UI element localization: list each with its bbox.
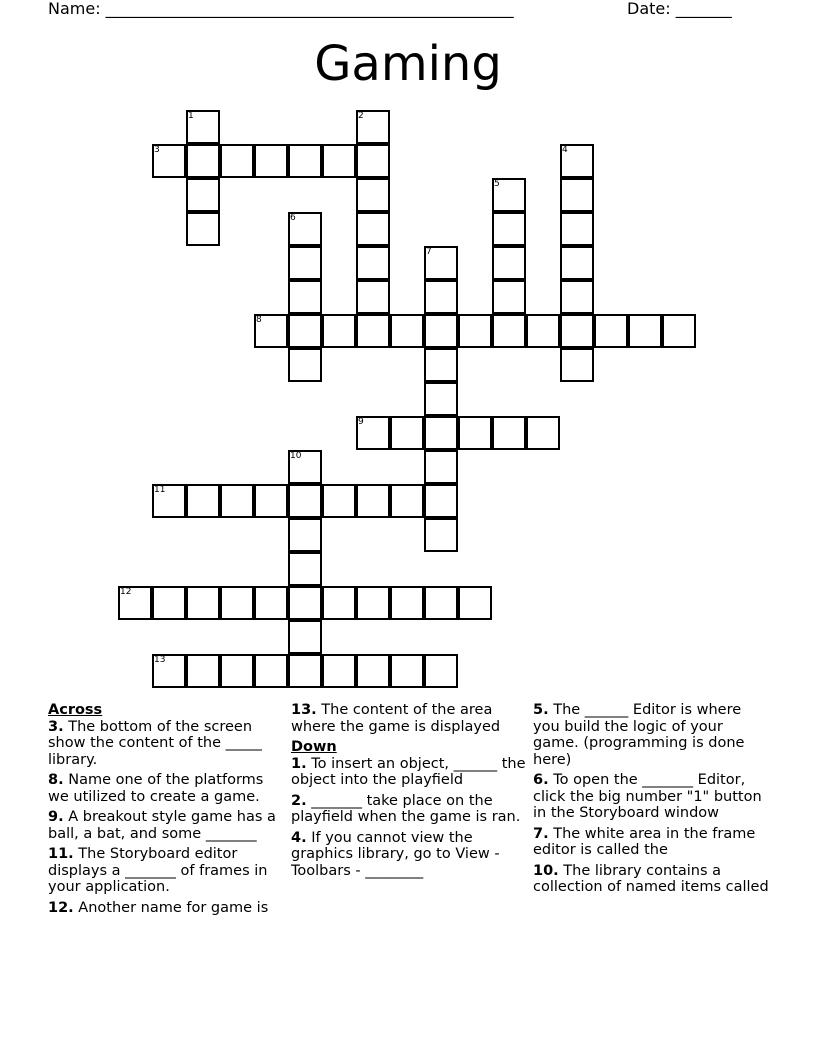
name-field-label: Name: ___________________________________________________ — [48, 0, 514, 18]
grid-cell[interactable] — [186, 144, 220, 178]
grid-cell[interactable] — [424, 280, 458, 314]
grid-cell[interactable] — [186, 484, 220, 518]
clue-text: The content of the area where the game is displayed — [291, 702, 501, 735]
grid-cell[interactable] — [458, 416, 492, 450]
clue-across-13 — [291, 702, 527, 735]
grid-cell[interactable] — [186, 654, 220, 688]
grid-clue-number: 6 — [290, 213, 296, 223]
grid-cell[interactable] — [288, 314, 322, 348]
grid-cell[interactable] — [288, 586, 322, 620]
grid-cell[interactable] — [560, 178, 594, 212]
grid-cell[interactable] — [288, 654, 322, 688]
grid-cell[interactable] — [390, 654, 424, 688]
grid-cell[interactable] — [322, 314, 356, 348]
grid-clue-number: 4 — [562, 145, 568, 155]
grid-cell[interactable] — [288, 280, 322, 314]
grid-cell[interactable] — [356, 314, 390, 348]
grid-cell[interactable] — [492, 246, 526, 280]
grid-cell[interactable] — [356, 246, 390, 280]
grid-cell[interactable] — [628, 314, 662, 348]
grid-cell[interactable] — [322, 144, 356, 178]
clue-text: The ______ Editor is where you build the logic of your game. (programming is done here) — [533, 702, 745, 768]
clue-across-11 — [48, 846, 284, 896]
grid-clue-number: 13 — [154, 655, 166, 665]
grid-cell[interactable] — [220, 586, 254, 620]
clue-across-12 — [48, 900, 284, 917]
clue-number: 10. — [533, 862, 559, 879]
clue-down-5 — [533, 702, 769, 768]
clues-column-3 — [533, 702, 769, 900]
grid-cell[interactable] — [254, 144, 288, 178]
grid-cell[interactable] — [356, 484, 390, 518]
clue-text: The library contains a collection of named items called — [533, 862, 769, 895]
grid-cell[interactable] — [186, 212, 220, 246]
grid-clue-number: 5 — [494, 179, 500, 189]
grid-cell[interactable] — [288, 144, 322, 178]
clue-number: 7. — [533, 825, 549, 842]
clue-text: The white area in the frame editor is called the — [533, 825, 756, 858]
clue-down-1 — [291, 756, 527, 789]
grid-cell[interactable] — [560, 348, 594, 382]
clue-text: Another name for game is — [78, 899, 269, 916]
clue-across-8 — [48, 772, 284, 805]
clue-number: 1. — [291, 755, 307, 772]
grid-cell[interactable] — [288, 552, 322, 586]
clues-column-1 — [48, 702, 284, 920]
grid-cell[interactable] — [390, 484, 424, 518]
grid-cell[interactable] — [288, 620, 322, 654]
grid-cell[interactable] — [288, 348, 322, 382]
grid-cell[interactable] — [560, 246, 594, 280]
grid-cell[interactable] — [560, 314, 594, 348]
grid-cell[interactable] — [186, 586, 220, 620]
date-field-label: Date: _______ — [627, 0, 732, 18]
grid-cell[interactable] — [390, 314, 424, 348]
grid-cell[interactable] — [288, 246, 322, 280]
grid-clue-number: 9 — [358, 417, 364, 427]
grid-cell[interactable] — [424, 348, 458, 382]
clue-number: 9. — [48, 809, 64, 825]
clue-across-9 — [48, 809, 284, 842]
grid-cell[interactable] — [594, 314, 628, 348]
clue-text: To insert an object, ______ the object into the playfield — [291, 755, 526, 788]
grid-cell[interactable] — [424, 586, 458, 620]
clue-text: Name one of the platforms we utilized to create a game. — [48, 772, 264, 805]
clue-number: 2. — [291, 792, 307, 809]
grid-clue-number: 12 — [120, 587, 132, 597]
grid-cell[interactable] — [458, 314, 492, 348]
grid-cell[interactable] — [356, 212, 390, 246]
clue-text: The bottom of the screen show the content of the _____ library. — [48, 718, 262, 768]
grid-clue-number: 3 — [154, 145, 160, 155]
grid-cell[interactable] — [560, 212, 594, 246]
grid-cell[interactable] — [492, 212, 526, 246]
clue-text: If you cannot view the graphics library, go to View - Toolbars - ________ — [291, 829, 500, 879]
across-heading: Across — [48, 702, 103, 718]
grid-clue-number: 11 — [154, 485, 166, 495]
grid-cell[interactable] — [662, 314, 696, 348]
clue-down-10 — [533, 863, 769, 896]
clue-text: A breakout style game has a ball, a bat, and some _______ — [48, 809, 276, 842]
grid-cell[interactable] — [356, 586, 390, 620]
grid-cell[interactable] — [526, 314, 560, 348]
puzzle-title: Gaming — [314, 36, 502, 92]
grid-cell[interactable] — [390, 586, 424, 620]
grid-cell[interactable] — [424, 416, 458, 450]
grid-cell[interactable] — [424, 654, 458, 688]
clue-number: 6. — [533, 772, 549, 788]
grid-cell[interactable] — [424, 450, 458, 484]
grid-cell[interactable] — [288, 518, 322, 552]
grid-cell[interactable] — [356, 280, 390, 314]
grid-clue-number: 1 — [188, 111, 194, 121]
down-heading: Down — [291, 739, 337, 755]
grid-cell[interactable] — [458, 586, 492, 620]
grid-cell[interactable] — [322, 586, 356, 620]
grid-cell[interactable] — [390, 416, 424, 450]
grid-clue-number: 7 — [426, 247, 432, 257]
clue-number: 5. — [533, 702, 549, 718]
grid-cell[interactable] — [424, 382, 458, 416]
grid-cell[interactable] — [560, 280, 594, 314]
grid-cell[interactable] — [220, 484, 254, 518]
grid-cell[interactable] — [254, 484, 288, 518]
grid-cell[interactable] — [356, 144, 390, 178]
clue-text: To open the _______ Editor, click the big number "1" button in the Storyboard window — [533, 772, 762, 821]
grid-cell[interactable] — [220, 654, 254, 688]
clue-number: 8. — [48, 772, 64, 788]
clue-down-4 — [291, 830, 527, 880]
grid-cell[interactable] — [254, 654, 288, 688]
clue-down-6 — [533, 772, 769, 822]
clue-number: 11. — [48, 846, 74, 862]
grid-cell[interactable] — [492, 280, 526, 314]
grid-cell[interactable] — [152, 586, 186, 620]
grid-cell[interactable] — [220, 144, 254, 178]
grid-cell[interactable] — [356, 178, 390, 212]
grid-clue-number: 8 — [256, 315, 262, 325]
clue-number: 12. — [48, 899, 74, 916]
grid-cell[interactable] — [424, 518, 458, 552]
grid-cell[interactable] — [424, 314, 458, 348]
grid-cell[interactable] — [186, 178, 220, 212]
clue-number: 3. — [48, 718, 64, 735]
grid-cell[interactable] — [322, 484, 356, 518]
clue-down-7 — [533, 826, 769, 859]
grid-cell[interactable] — [254, 586, 288, 620]
clues-column-2 — [291, 702, 527, 883]
grid-clue-number: 10 — [290, 451, 302, 461]
clue-down-2 — [291, 793, 527, 826]
clue-text: The Storyboard editor displays a _______ of frames in your application. — [48, 846, 268, 895]
clue-number: 4. — [291, 829, 307, 846]
grid-cell[interactable] — [424, 484, 458, 518]
grid-cell[interactable] — [288, 484, 322, 518]
clue-across-3 — [48, 719, 284, 769]
grid-cell[interactable] — [492, 314, 526, 348]
grid-clue-number: 2 — [358, 111, 364, 121]
grid-cell[interactable] — [322, 654, 356, 688]
clue-text: _______ take place on the playfield when the game is ran. — [291, 792, 521, 825]
grid-cell[interactable] — [492, 416, 526, 450]
grid-cell[interactable] — [356, 654, 390, 688]
grid-cell[interactable] — [526, 416, 560, 450]
clue-number: 13. — [291, 702, 317, 718]
